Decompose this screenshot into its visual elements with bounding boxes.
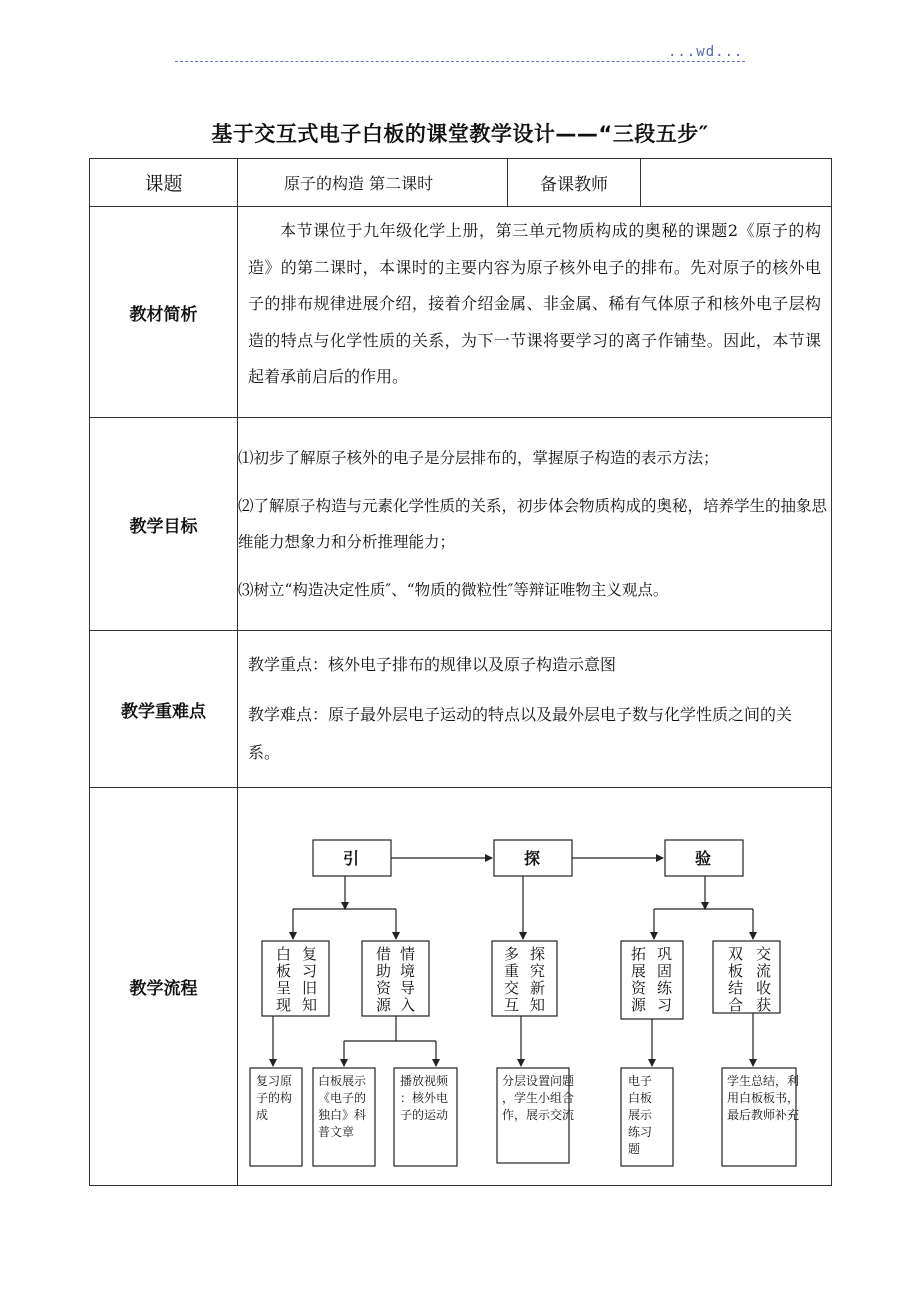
lesson-plan-table	[89, 158, 832, 1186]
row-analysis	[90, 207, 832, 418]
goal-item-2: ⑵了解原子构造与元素化学性质的关系，初步体会物质构成的奥秘，培养学生的抽象思维能力想象力和分析推理能力；	[238, 497, 828, 551]
analysis-cell	[238, 207, 832, 418]
goal-item-1: ⑴初步了解原子核外的电子是分层排布的，掌握原子构造的表示方法；	[238, 449, 719, 467]
detail-text-4: 分层设置问题，学生小组合作，展示交流	[502, 1074, 575, 1122]
difficult-point: 教学难点：原子最外层电子运动的特点以及最外层电子数与化学性质之间的关系。	[248, 705, 793, 762]
topic-label: 课题	[90, 159, 238, 207]
step-text-5-1: 双板结合	[728, 945, 744, 1014]
step-text-4-1: 拓展资源	[631, 945, 647, 1014]
keypoints-label: 教学重难点	[90, 631, 238, 788]
row-goals	[90, 418, 832, 631]
detail-text-1: 复习原子的构成	[256, 1074, 293, 1122]
step-text-3-2: 探究新知	[530, 945, 546, 1014]
teacher-value	[641, 159, 832, 207]
teacher-label: 备课教师	[508, 159, 641, 207]
detail-text-2: 白板展示《电子的独白》科普文章	[318, 1074, 367, 1139]
stage-label-3: 验	[695, 849, 712, 868]
header-dashed-line	[175, 61, 745, 62]
step-text-3-1: 多重交互	[504, 945, 520, 1014]
keypoints-cell	[238, 631, 832, 788]
stage-label-2: 探	[524, 849, 541, 868]
goals-label: 教学目标	[90, 418, 238, 631]
detail-text-6: 学生总结，利用白板板书，最后教师补充	[727, 1074, 800, 1122]
key-point: 教学重点：核外电子排布的规律以及原子构造示意图	[248, 655, 617, 674]
goals-cell	[238, 418, 832, 631]
stage-label-1: 引	[343, 849, 360, 868]
step-text-1-2: 复习旧知	[302, 945, 318, 1014]
row-keypoints	[90, 631, 832, 788]
topic-value: 原子的构造 第二课时	[238, 159, 508, 207]
flowchart	[238, 788, 830, 1184]
document-title: 基于交互式电子白板的课堂教学设计——“三段五步″	[211, 122, 709, 146]
step-text-2-1: 借助资源	[376, 945, 392, 1014]
goal-item-3: ⑶树立“构造决定性质″、“物质的微粒性″等辩证唯物主义观点。	[238, 581, 669, 599]
step-text-4-2: 巩固练习	[657, 945, 673, 1014]
row-flow	[90, 788, 832, 1186]
row-topic	[90, 159, 832, 207]
step-text-1-1: 白板呈现	[276, 945, 292, 1014]
step-box-3	[492, 941, 557, 1016]
detail-text-5: 电子白板展示练习题	[628, 1074, 653, 1156]
header-watermark: ...wd...	[668, 44, 744, 60]
step-text-5-2: 交流收获	[756, 945, 772, 1014]
step-box-2	[362, 941, 429, 1016]
detail-text-3: 播放视频：核外电子的运动	[400, 1074, 449, 1122]
analysis-label: 教材简析	[90, 207, 238, 418]
flowchart-cell	[238, 788, 832, 1186]
analysis-text: 本节课位于九年级化学上册，第三单元物质构成的奥秘的课题2《原子的构造》的第二课时，本课时的主要内容为原子核外电子的排布。先对原子的核外电子的排布规律进展介绍，接着介绍金属、非金属、稀有气体原子和核外电子层构造的特点与化学性质的关系，为下一节课将要学习的离子作铺垫。因此，本节课起着承前启后的作用。	[248, 221, 821, 386]
step-text-2-2: 情境导入	[400, 945, 416, 1014]
flow-label: 教学流程	[90, 788, 238, 1186]
step-box-1	[262, 941, 329, 1016]
